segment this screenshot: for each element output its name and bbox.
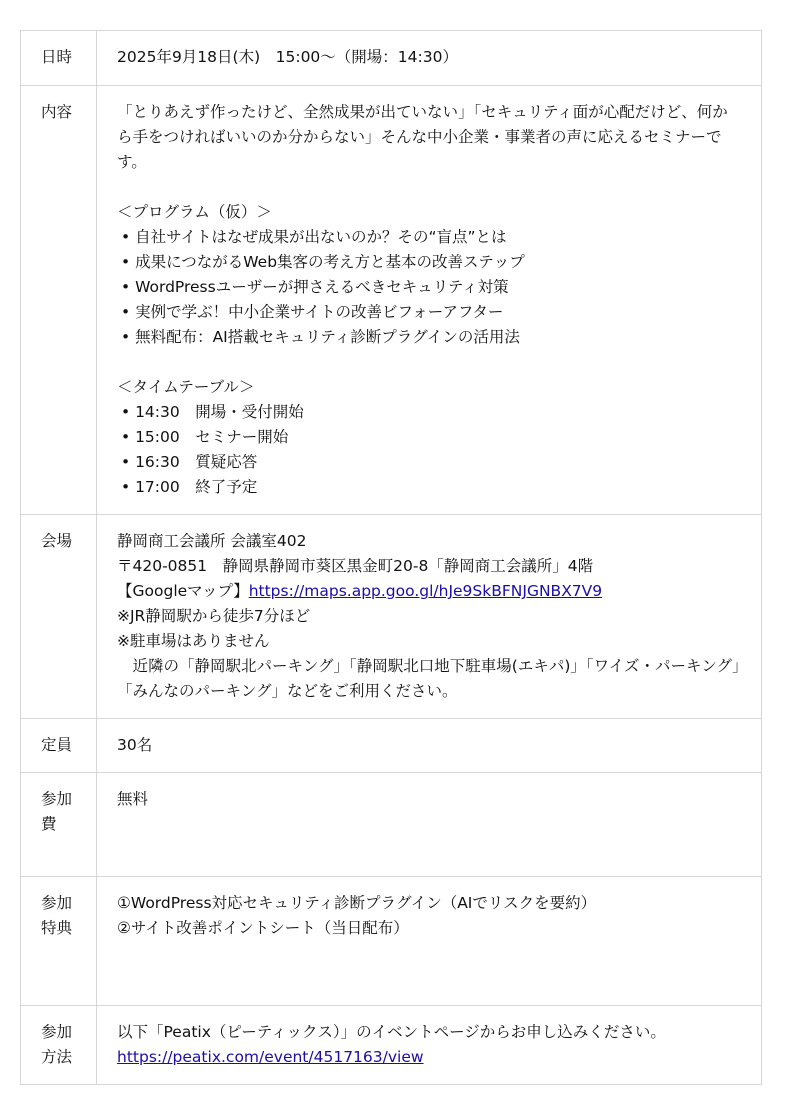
map-prefix: 【Googleマップ】 <box>117 582 249 600</box>
program-item: • 自社サイトはなぜ成果が出ないのか？その“盲点”とは <box>121 228 507 246</box>
venue-map-line <box>117 579 743 604</box>
parking-note: ※駐車場はありません <box>117 632 270 650</box>
datetime-value: 2025年9月18日(木) 15:00～（開場：14:30） <box>117 48 458 66</box>
spacer <box>117 175 743 200</box>
program-item: • 成果につながるWeb集客の考え方と基本の改善ステップ <box>121 253 525 271</box>
google-map-link[interactable]: https://maps.app.goo.gl/hJe9SkBFNJGNBX7V9 <box>248 582 603 600</box>
content-intro: 「とりあえず作ったけど、全然成果が出ていない」「セキュリティ面が心配だけど、何から手をつければいいのか分からない」そんな中小企業・事業者の声に応えるセミナーです。 <box>117 103 728 171</box>
method-link-line <box>117 1045 743 1070</box>
row-bonus <box>21 877 762 1006</box>
peatix-event-link[interactable]: https://peatix.com/event/4517163/view <box>117 1048 424 1066</box>
venue-address: 〒420-0851 静岡県静岡市葵区黒金町20-8「静岡商工会議所」4階 <box>117 557 594 575</box>
datetime-value-cell <box>97 31 762 86</box>
parking-detail: 近隣の「静岡駅北パーキング」「静岡駅北口地下駐車場(エキパ)」「ワイズ・パーキング」「みんなのパーキング」などをご利用ください。 <box>117 657 740 700</box>
event-info-table <box>20 30 762 1085</box>
capacity-value-cell <box>97 719 762 773</box>
venue-access: ※JR静岡駅から徒歩7分ほど <box>117 607 311 625</box>
venue-label: 会場 <box>41 532 73 550</box>
program-item: • 無料配布：AI搭載セキュリティ診断プラグインの活用法 <box>121 328 520 346</box>
program-item: • 実例で学ぶ！中小企業サイトの改善ビフォーアフター <box>121 303 504 321</box>
datetime-label-cell <box>21 31 97 86</box>
timetable-item: • 14:30 開場・受付開始 <box>121 403 304 421</box>
row-fee <box>21 773 762 877</box>
capacity-label-cell <box>21 719 97 773</box>
row-venue <box>21 515 762 719</box>
timetable-item: • 15:00 セミナー開始 <box>121 428 289 446</box>
venue-label-cell <box>21 515 97 719</box>
capacity-value: 30名 <box>117 736 153 754</box>
timetable-heading: ＜タイムテーブル＞ <box>117 378 255 396</box>
row-content <box>21 86 762 515</box>
datetime-label: 日時 <box>41 48 73 66</box>
bonus-label: 参加特典 <box>41 894 73 937</box>
venue-name: 静岡商工会議所 会議室402 <box>117 532 307 550</box>
bonus-label-cell <box>21 877 97 1006</box>
venue-value-cell <box>97 515 762 719</box>
timetable-item: • 16:30 質疑応答 <box>121 453 258 471</box>
fee-value: 無料 <box>117 790 149 808</box>
bonus-value-cell <box>97 877 762 1006</box>
bonus-item: ①WordPress対応セキュリティ診断プラグイン（AIでリスクを要約） <box>117 894 597 912</box>
bonus-item: ②サイト改善ポイントシート（当日配布） <box>117 919 409 937</box>
method-label-cell <box>21 1006 97 1085</box>
program-heading: ＜プログラム（仮）＞ <box>117 203 272 221</box>
timetable-item: • 17:00 終了予定 <box>121 478 258 496</box>
method-text: 以下「Peatix（ピーティックス）」のイベントページからお申し込みください。 <box>117 1023 666 1041</box>
program-item: • WordPressユーザーが押さえるべきセキュリティ対策 <box>121 278 509 296</box>
content-value-cell <box>97 86 762 515</box>
row-method <box>21 1006 762 1085</box>
fee-label: 参加費 <box>41 790 73 833</box>
spacer <box>117 350 743 375</box>
content-label: 内容 <box>41 103 73 121</box>
capacity-label: 定員 <box>41 736 73 754</box>
method-value-cell <box>97 1006 762 1085</box>
method-label: 参加方法 <box>41 1023 73 1066</box>
content-label-cell <box>21 86 97 515</box>
row-capacity <box>21 719 762 773</box>
fee-value-cell <box>97 773 762 877</box>
fee-label-cell <box>21 773 97 877</box>
row-datetime <box>21 31 762 86</box>
